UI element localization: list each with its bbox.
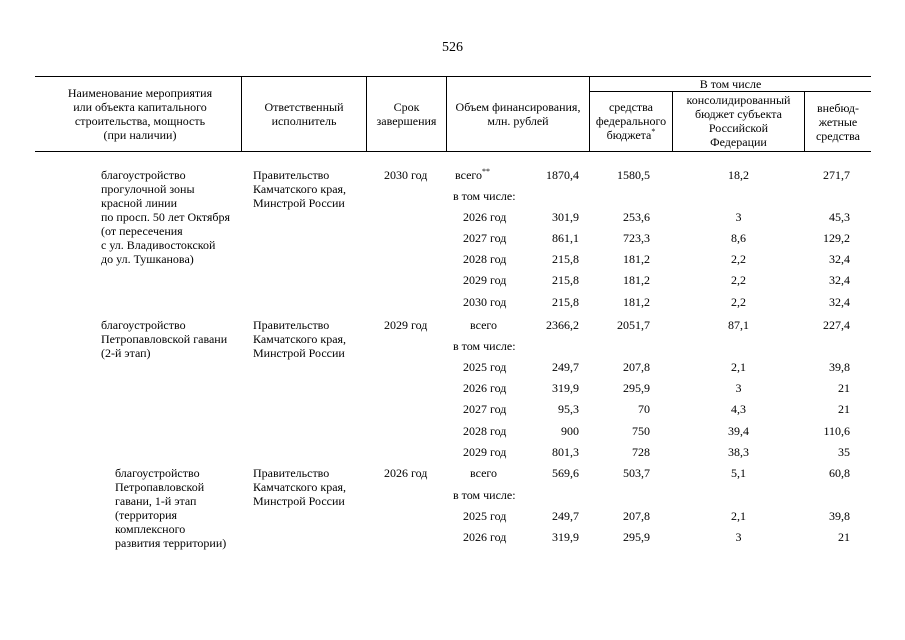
row-label: 2028 год (463, 424, 507, 438)
total-value: 215,8 (552, 252, 579, 266)
regional-value: 87,1 (728, 318, 749, 332)
extra-value: 60,8 (829, 466, 850, 480)
total-value: 249,7 (552, 509, 579, 523)
row-label: всего (470, 466, 498, 480)
regional-value: 18,2 (728, 168, 749, 182)
regional-value: 2,2 (731, 295, 746, 309)
header-federal (590, 100, 672, 142)
header-volume: Объем финансирования, млн. рублей (455, 100, 581, 128)
footnote-mark: * (651, 127, 656, 136)
total-value: 215,8 (552, 295, 579, 309)
total-value: 2366,2 (546, 318, 579, 332)
project-name: благоустройство прогулочной зоны красной линии по просп. 50 лет Октября (от пересечения с ул. Владивостокской до ул. Тушканова) (101, 168, 231, 266)
extra-value: 21 (838, 381, 850, 395)
header-executor: Ответственный исполнитель (264, 100, 344, 128)
federal-value: 503,7 (623, 466, 650, 480)
table-header-bottom-rule (35, 151, 871, 152)
extra-value: 21 (838, 530, 850, 544)
header-group-label: В том числе (699, 77, 762, 91)
total-value: 301,9 (552, 210, 579, 224)
federal-value: 181,2 (623, 295, 650, 309)
extra-value: 39,8 (829, 360, 850, 374)
regional-value: 4,3 (731, 402, 746, 416)
federal-value: 1580,5 (617, 168, 650, 182)
regional-value: 2,2 (731, 273, 746, 287)
federal-value: 207,8 (623, 360, 650, 374)
row-label: в том числе: (453, 488, 516, 502)
federal-value: 295,9 (623, 381, 650, 395)
row-label: 2030 год (463, 295, 507, 309)
row-label: 2025 год (463, 360, 507, 374)
federal-value: 181,2 (623, 252, 650, 266)
project-deadline: 2029 год (384, 318, 428, 332)
regional-value: 3 (735, 381, 742, 395)
federal-value: 207,8 (623, 509, 650, 523)
project-executor: Правительство Камчатского края, Минстрой России (253, 466, 347, 508)
regional-value: 39,4 (728, 424, 749, 438)
extra-value: 271,7 (823, 168, 850, 182)
page-number: 526 (442, 40, 463, 55)
federal-value: 728 (632, 445, 650, 459)
total-value: 801,3 (552, 445, 579, 459)
header-extra: внебюд- жетные средства (815, 101, 860, 143)
row-label: всего (470, 318, 498, 332)
header-name: Наименование мероприятия или объекта капитального строительства, мощность (при наличии) (67, 86, 213, 142)
project-executor: Правительство Камчатского края, Минстрой России (253, 168, 347, 210)
row-label: 2026 год (463, 210, 507, 224)
total-value: 900 (561, 424, 579, 438)
row-label: 2029 год (463, 445, 507, 459)
federal-value: 295,9 (623, 530, 650, 544)
total-value: 319,9 (552, 381, 579, 395)
federal-value: 2051,7 (617, 318, 650, 332)
project-name: благоустройство Петропавловской гавани (2-й этап) (101, 318, 228, 360)
regional-value: 2,2 (731, 252, 746, 266)
total-value: 249,7 (552, 360, 579, 374)
header-federal-text: средства федерального бюджета (595, 100, 667, 142)
row-label: 2026 год (463, 381, 507, 395)
regional-value: 38,3 (728, 445, 749, 459)
extra-value: 21 (838, 402, 850, 416)
total-value: 569,6 (552, 466, 579, 480)
header-regional: консолидированный бюджет субъекта Российской Федерации (686, 93, 791, 149)
extra-value: 129,2 (823, 231, 850, 245)
row-label: 2028 год (463, 252, 507, 266)
project-deadline: 2026 год (384, 466, 428, 480)
total-value: 861,1 (552, 231, 579, 245)
extra-value: 39,8 (829, 509, 850, 523)
row-label: в том числе: (453, 339, 516, 353)
regional-value: 2,1 (731, 509, 746, 523)
row-label: 2027 год (463, 231, 507, 245)
total-value: 95,3 (558, 402, 579, 416)
header-deadline: Срок завершения (376, 100, 437, 128)
row-label: 2027 год (463, 402, 507, 416)
federal-value: 750 (632, 424, 650, 438)
row-label: всего** (455, 167, 491, 182)
project-executor: Правительство Камчатского края, Минстрой России (253, 318, 347, 360)
total-value: 215,8 (552, 273, 579, 287)
federal-value: 253,6 (623, 210, 650, 224)
extra-value: 32,4 (829, 273, 850, 287)
extra-value: 110,6 (823, 424, 850, 438)
federal-value: 181,2 (623, 273, 650, 287)
regional-value: 3 (735, 210, 742, 224)
footnote-mark: ** (482, 167, 491, 176)
project-deadline: 2030 год (384, 168, 428, 182)
extra-value: 45,3 (829, 210, 850, 224)
row-label: 2026 год (463, 530, 507, 544)
total-value: 319,9 (552, 530, 579, 544)
regional-value: 8,6 (731, 231, 746, 245)
regional-value: 5,1 (731, 466, 746, 480)
regional-value: 3 (735, 530, 742, 544)
total-value: 1870,4 (546, 168, 579, 182)
row-label: 2029 год (463, 273, 507, 287)
federal-value: 723,3 (623, 231, 650, 245)
row-label: 2025 год (463, 509, 507, 523)
regional-value: 2,1 (731, 360, 746, 374)
row-label: в том числе: (453, 189, 516, 203)
extra-value: 35 (838, 445, 850, 459)
federal-value: 70 (638, 402, 650, 416)
extra-value: 32,4 (829, 252, 850, 266)
extra-value: 227,4 (823, 318, 850, 332)
group-header-rule (589, 91, 871, 92)
project-name: благоустройство Петропавловской гавани, 1-й этап (территория комплексного развития территории) (115, 466, 227, 550)
extra-value: 32,4 (829, 295, 850, 309)
